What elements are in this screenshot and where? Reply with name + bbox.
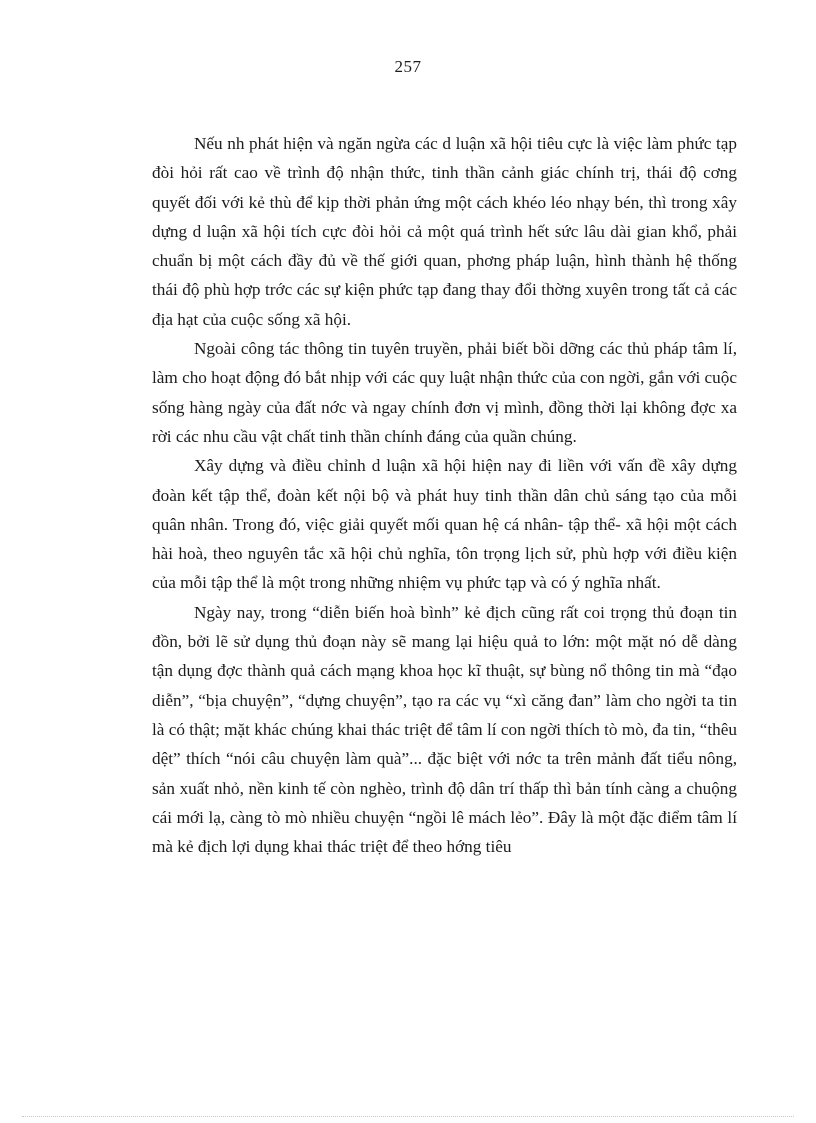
- paragraph-propaganda-methods: Ngoài công tác thông tin tuyên truyền, phải biết bồi dỡng các thủ pháp tâm lí, làm cho hoạt động đó bắt nhịp với các quy luật nhận thức của con ngời, gắn với cuộc sống hàng ngày của đất nớc và ngay chính đơn vị mình, đồng thời lại không đợc xa rời các nhu cầu vật chất tinh thần chính đáng của quần chúng.: [152, 339, 737, 446]
- page-number: 257: [394, 57, 422, 76]
- paragraph-rumor-prevention: Nếu nh phát hiện và ngăn ngừa các d luận xã hội tiêu cực là việc làm phức tạp đòi hỏi rất cao về trình độ nhận thức, tinh thần cảnh giác chính trị, thái độ cơng quyết đối với kẻ thù để kịp thời phản ứng một cách khéo léo nhạy bén, thì trong xây dựng d luận xã hội tích cực đòi hỏi cả một quá trình hết sức lâu dài gian khổ, phải chuẩn bị một cách đầy đủ về thế giới quan, phơng pháp luận, hình thành hệ thống thái độ phù hợp trớc các sự kiện phức tạp đang thay đổi thờng xuyên trong tất cả các địa hạt của cuộc sống xã hội.: [152, 134, 737, 329]
- paragraph-peaceful-evolution: Ngày nay, trong “diễn biến hoà bình” kẻ địch cũng rất coi trọng thủ đoạn tin đồn, bởi lẽ sử dụng thủ đoạn này sẽ mang lại hiệu quả to lớn: một mặt nó dễ dàng tận dụng đợc thành quả cách mạng khoa học kĩ thuật, sự bùng nổ thông tin mà “đạo diễn”, “bịa chuyện”, “dựng chuyện”, tạo ra các vụ “xì căng đan” làm cho ngời ta tin là có thật; mặt khác chúng khai thác triệt để tâm lí con ngời thích tò mò, đa tin, “thêu dệt” thích “nói câu chuyện làm quà”... đặc biệt với nớc ta trên mảnh đất tiểu nông, sản xuất nhỏ, nền kinh tế còn nghèo, trình độ dân trí thấp thì bản tính càng a chuộng cái mới lạ, càng tò mò nhiều chuyện “ngồi lê mách lẻo”. Đây là một đặc điểm tâm lí mà kẻ địch lợi dụng khai thác triệt để theo hớng tiêu: [152, 602, 737, 857]
- paragraph-collective-unity: Xây dựng và điều chỉnh d luận xã hội hiện nay đi liền với vấn đề xây dựng đoàn kết tập thể, đoàn kết nội bộ và phát huy tinh thần dân chủ sáng tạo của mỗi quân nhân. Trong đó, việc giải quyết mối quan hệ cá nhân- tập thể- xã hội một cách hài hoà, theo nguyên tắc xã hội chủ nghĩa, tôn trọng lịch sử, phù hợp với điều kiện của mỗi tập thể là một trong những nhiệm vụ phức tạp và có ý nghĩa nhất.: [152, 456, 737, 593]
- page-bottom-divider: [22, 1116, 794, 1117]
- body-text: [152, 129, 737, 861]
